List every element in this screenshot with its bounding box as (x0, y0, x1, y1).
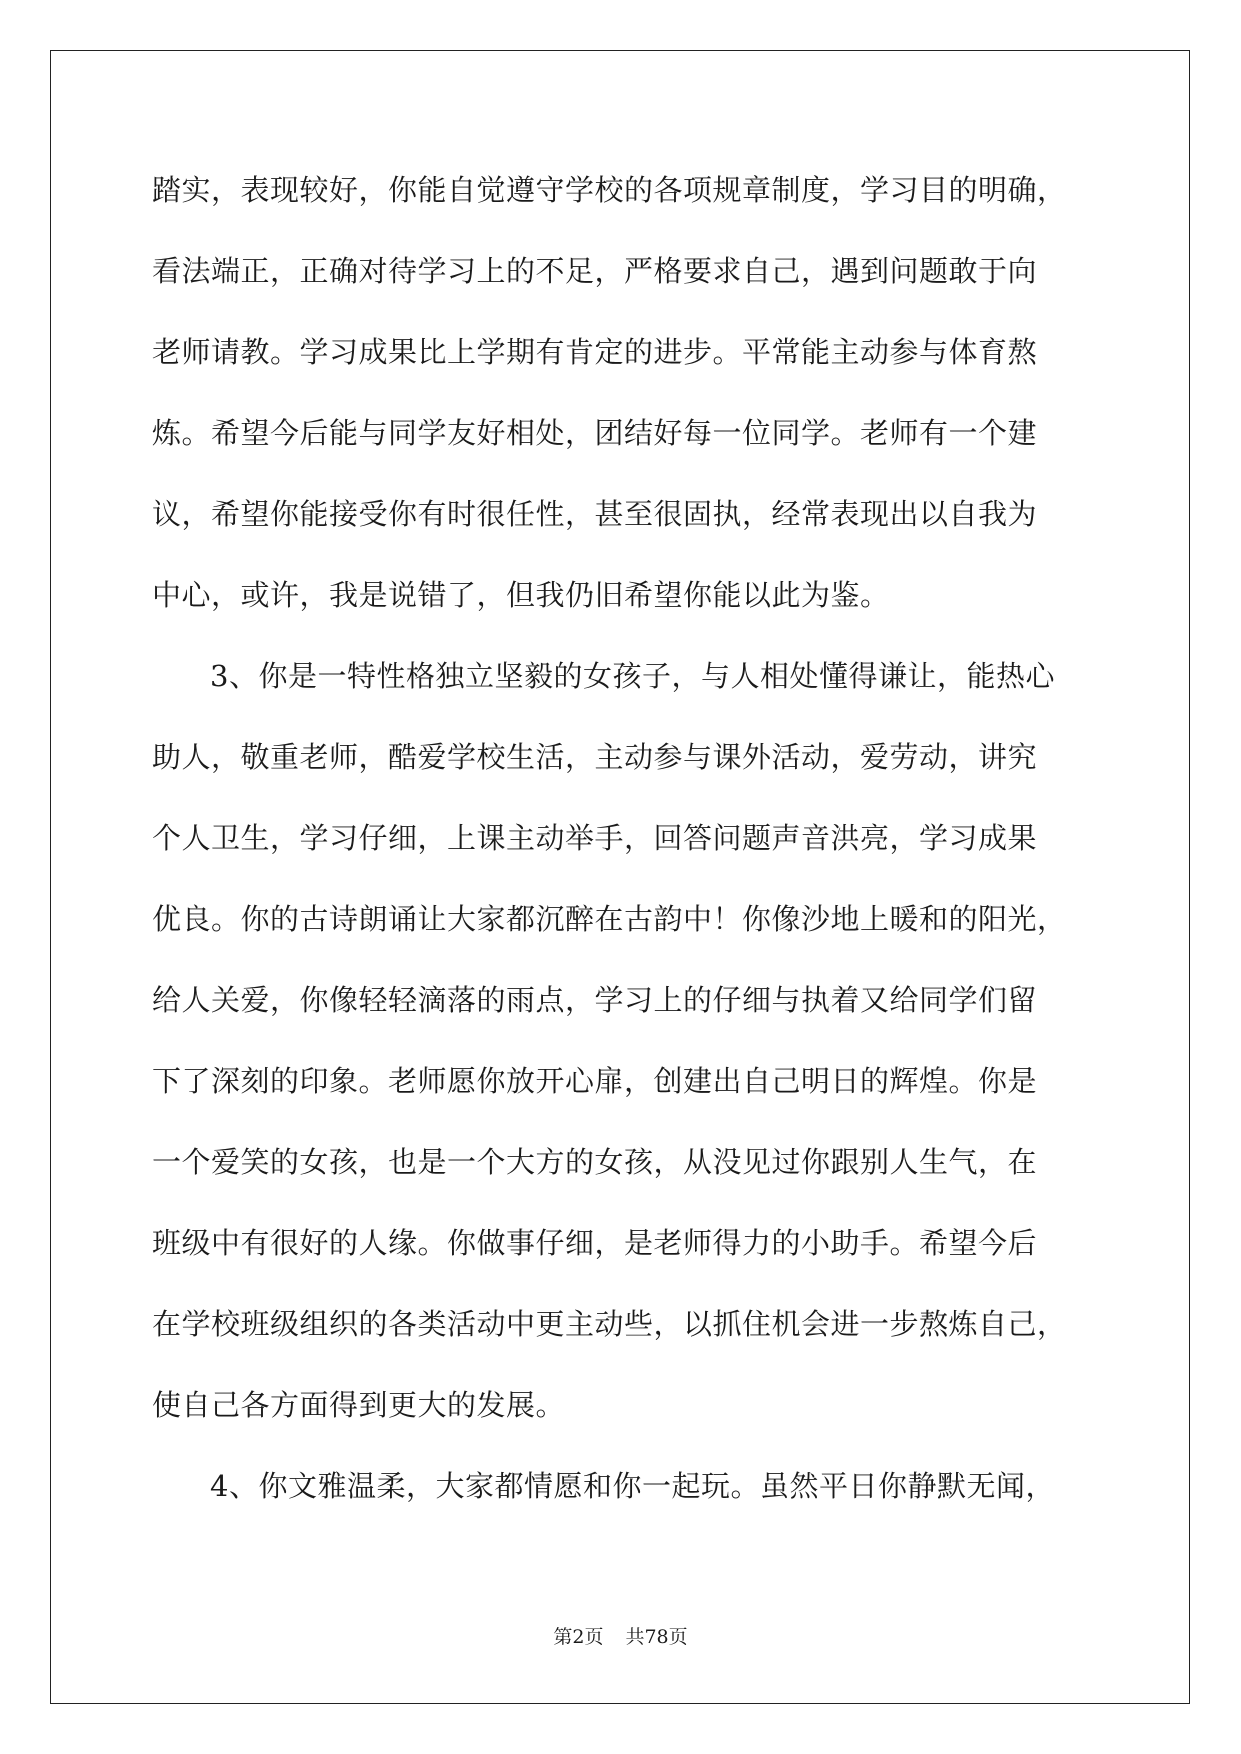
text-line: 看法端正，正确对待学习上的不足，严格要求自己，遇到问题敢于向 (152, 254, 1038, 288)
text-line: 给人关爱，你像轻轻滴落的雨点，学习上的仔细与执着又给同学们留 (152, 983, 1038, 1017)
text-line: 老师请教。学习成果比上学期有肯定的进步。平常能主动参与体育熬 (152, 335, 1038, 369)
text-line: 助人，敬重老师，酷爱学校生活，主动参与课外活动，爱劳动，讲究 (152, 740, 1038, 774)
page-footer (0, 1622, 1241, 1649)
page-number: 第2页 (553, 1626, 604, 1648)
text-line: 炼。希望今后能与同学友好相处，团结好每一位同学。老师有一个建 (152, 416, 1038, 450)
text-line: 优良。你的古诗朗诵让大家都沉醉在古韵中！你像沙地上暖和的阳光， (152, 902, 1067, 936)
text-line: 下了深刻的印象。老师愿你放开心扉，创建出自己明日的辉煌。你是 (152, 1064, 1038, 1098)
text-line: 使自己各方面得到更大的发展。 (152, 1388, 566, 1422)
text-line: 在学校班级组织的各类活动中更主动些，以抓住机会进一步熬炼自己， (152, 1307, 1067, 1341)
page-total: 共78页 (625, 1626, 688, 1648)
paragraph-start-line: 3、你是一特性格独立坚毅的女孩子，与人相处懂得谦让，能热心 (210, 659, 1055, 693)
text-line: 议，希望你能接受你有时很任性，甚至很固执，经常表现出以自我为 (152, 497, 1038, 531)
body-text (152, 150, 1092, 1527)
paragraph-start-line: 4、你文雅温柔，大家都情愿和你一起玩。虽然平日你静默无闻， (210, 1469, 1055, 1503)
text-line: 班级中有很好的人缘。你做事仔细，是老师得力的小助手。希望今后 (152, 1226, 1038, 1260)
text-line: 踏实，表现较好，你能自觉遵守学校的各项规章制度，学习目的明确， (152, 173, 1067, 207)
text-line: 个人卫生，学习仔细，上课主动举手，回答问题声音洪亮，学习成果 (152, 821, 1038, 855)
text-line: 一个爱笑的女孩，也是一个大方的女孩，从没见过你跟别人生气，在 (152, 1145, 1038, 1179)
text-line: 中心，或许，我是说错了，但我仍旧希望你能以此为鉴。 (152, 578, 890, 612)
